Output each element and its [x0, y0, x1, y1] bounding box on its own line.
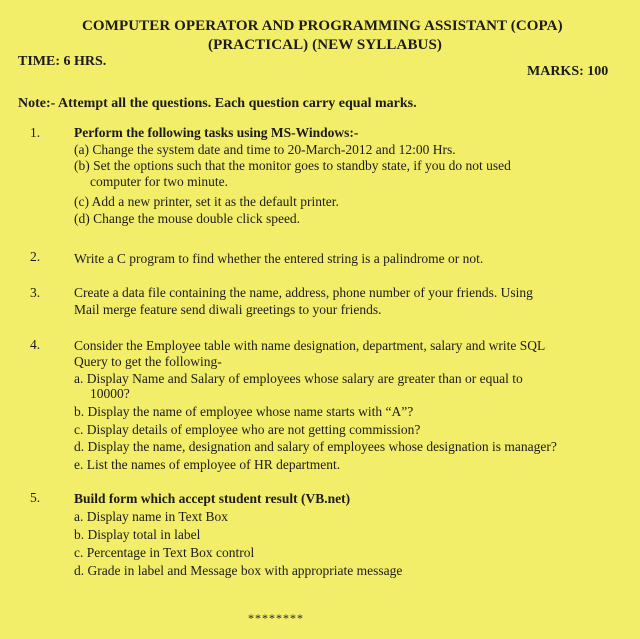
- question-part: d. Grade in label and Message box with appropriate message: [74, 563, 403, 578]
- question-number: 5.: [30, 490, 41, 505]
- question-part: c. Display details of employee who are not getting commission?: [74, 422, 421, 437]
- question-part: c. Percentage in Text Box control: [74, 545, 255, 560]
- paper-subtitle: (PRACTICAL) (NEW SYLLABUS): [208, 37, 443, 53]
- question-text: Perform the following tasks using MS-Windows:-: [74, 125, 359, 140]
- question-text: Query to get the following-: [74, 354, 222, 369]
- question-part: e. List the names of employee of HR department.: [74, 457, 341, 472]
- question-part: (c) Add a new printer, set it as the default printer.: [74, 194, 339, 209]
- question-number: 4.: [30, 337, 41, 352]
- question-number: 2.: [30, 249, 41, 264]
- question-text: Consider the Employee table with name designation, department, salary and write SQL: [74, 338, 546, 353]
- question-part: b. Display the name of employee whose name starts with “A”?: [74, 404, 414, 419]
- question-text: Build form which accept student result (VB.net): [74, 491, 351, 506]
- question-part: (a) Change the system date and time to 20-March-2012 and 12:00 Hrs.: [74, 142, 456, 157]
- question-part: a. Display Name and Salary of employees whose salary are greater than or equal to: [74, 371, 523, 386]
- time-label: TIME: 6 HRS.: [18, 54, 107, 69]
- question-text: Write a C program to find whether the entered string is a palindrome or not.: [74, 251, 484, 266]
- question-part: b. Display total in label: [74, 527, 201, 542]
- instructions-note: Note:- Attempt all the questions. Each question carry equal marks.: [18, 96, 417, 111]
- end-marker: ********: [248, 611, 304, 625]
- marks-label: MARKS: 100: [527, 64, 609, 79]
- question-part: (d) Change the mouse double click speed.: [74, 211, 301, 226]
- question-part: d. Display the name, designation and salary of employees whose designation is manager?: [74, 439, 557, 454]
- question-part: computer for two minute.: [90, 174, 228, 189]
- question-text: Mail merge feature send diwali greetings to your friends.: [74, 302, 382, 317]
- question-part: 10000?: [90, 386, 130, 401]
- question-number: 1.: [30, 125, 41, 140]
- question-number: 3.: [30, 285, 41, 300]
- paper-title: COMPUTER OPERATOR AND PROGRAMMING ASSISTANT (COPA): [82, 18, 563, 34]
- question-part: a. Display name in Text Box: [74, 509, 229, 524]
- question-text: Create a data file containing the name, address, phone number of your friends. Using: [74, 285, 533, 300]
- question-part: (b) Set the options such that the monitor goes to standby state, if you do not used: [74, 158, 511, 173]
